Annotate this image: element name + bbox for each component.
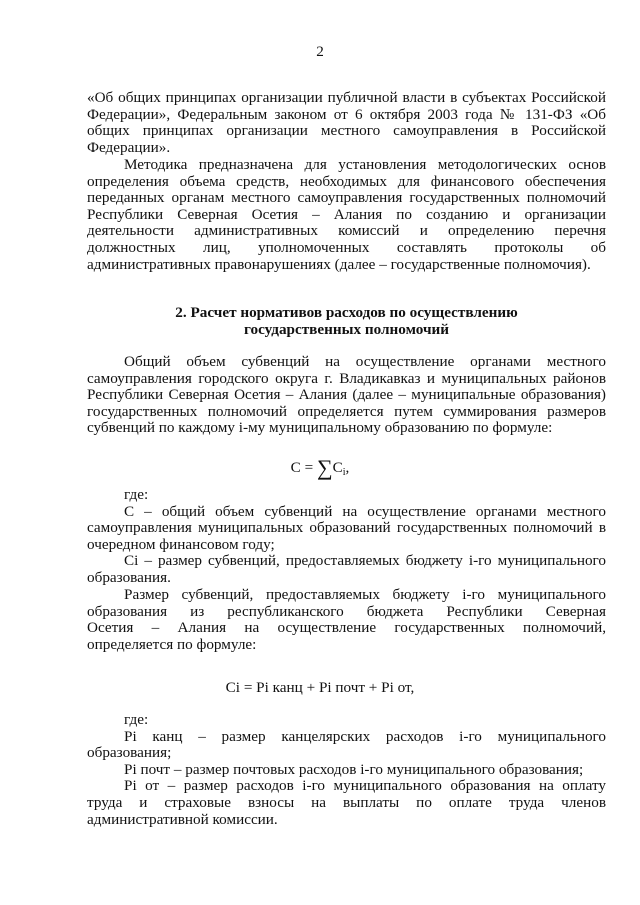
text-line: переданных органам местного самоуправления государственных полномочий <box>87 189 606 207</box>
formula-lhs: C = <box>290 459 317 476</box>
text-line: Федерации». <box>87 138 171 156</box>
text-line: труда и страховые взносы на выплаты по оплате труда членов <box>87 793 606 811</box>
size-paragraph <box>87 587 606 653</box>
text-line: Рi канц – размер канцелярских расходов i-го муниципального <box>124 727 606 745</box>
text-line: очередном финансовом году; <box>87 535 275 553</box>
text-line: определения объема средств, необходимых для финансового обеспечения <box>87 172 606 190</box>
formula-tail: , <box>345 459 350 476</box>
intro-paragraph <box>87 90 606 156</box>
text-line: определяется по формуле: <box>87 635 257 653</box>
text-line: образования из республиканского бюджета Республики Северная <box>87 602 606 620</box>
text-line: Рi от – размер расходов i-го муниципального образования на оплату <box>124 777 606 795</box>
formula-ci: Сi = Рi канц + Рi почт + Рi от, <box>225 679 415 696</box>
text-line: самоуправления городского округа г. Владикавказ и муниципальных районов <box>87 369 606 387</box>
text-line: Республики Северная Осетия – Алания по созданию и организации <box>87 205 606 223</box>
text-line: Методика предназначена для установления методологических основ <box>124 156 606 173</box>
text-line: Рi почт – размер почтовых расходов i-го муниципального образования; <box>124 760 584 778</box>
text-line: «Об общих принципах организации публичной власти в субъектах Российской <box>87 89 606 106</box>
page-number: 2 <box>316 43 324 60</box>
formula-subscript: i <box>342 467 346 478</box>
text-line: административной комиссии. <box>87 810 278 828</box>
text-line: образования; <box>87 744 172 762</box>
where-label: где: <box>124 486 149 503</box>
text-line: самоуправления муниципальных образований государственных полномочий в <box>87 519 606 537</box>
definitions-block-1 <box>87 487 606 587</box>
text-line: Сi – размер субвенций, предоставляемых бюджету i-го муниципального <box>124 552 606 570</box>
text-line: Общий объем субвенций на осуществление органами местного <box>124 353 606 370</box>
definitions-block-2 <box>87 712 606 828</box>
text-line: Республики Северная Осетия – Алания (далее – муниципальные образования) <box>87 386 606 404</box>
text-line: субвенций по каждому i-му муниципальному образованию по формуле: <box>87 419 553 437</box>
formula-term: C <box>332 459 343 476</box>
sigma-symbol: ∑ <box>316 455 333 480</box>
text-line: Размер субвенций, предоставляемых бюджету i-го муниципального <box>124 586 606 603</box>
section-heading-line: 2. Расчет нормативов расходов по осуществлению <box>175 304 518 321</box>
formula-total <box>0 455 640 482</box>
methodology-paragraph <box>87 157 606 273</box>
text-line: общих принципах организации местного самоуправления в Российской <box>87 122 606 140</box>
total-paragraph <box>87 354 606 437</box>
text-line: С – общий объем субвенций на осуществление органами местного <box>124 502 606 520</box>
text-line: административных правонарушениях (далее – государственные полномочия). <box>87 255 591 273</box>
text-line: деятельности административных комиссий и определению перечня <box>87 222 606 240</box>
where-label: где: <box>124 711 149 728</box>
section-heading <box>87 304 606 338</box>
text-line: образования. <box>87 568 171 586</box>
section-heading-line: государственных полномочий <box>243 321 450 338</box>
text-line: Осетия – Алания на осуществление государственных полномочий, <box>87 619 606 637</box>
text-line: Федерации», Федеральным законом от 6 октября 2003 года № 131-ФЗ «Об <box>87 105 606 123</box>
text-line: государственных полномочий определяется путем суммирования размеров <box>87 402 606 420</box>
text-line: должностных лиц, уполномоченных составлять протоколы об <box>87 238 606 256</box>
